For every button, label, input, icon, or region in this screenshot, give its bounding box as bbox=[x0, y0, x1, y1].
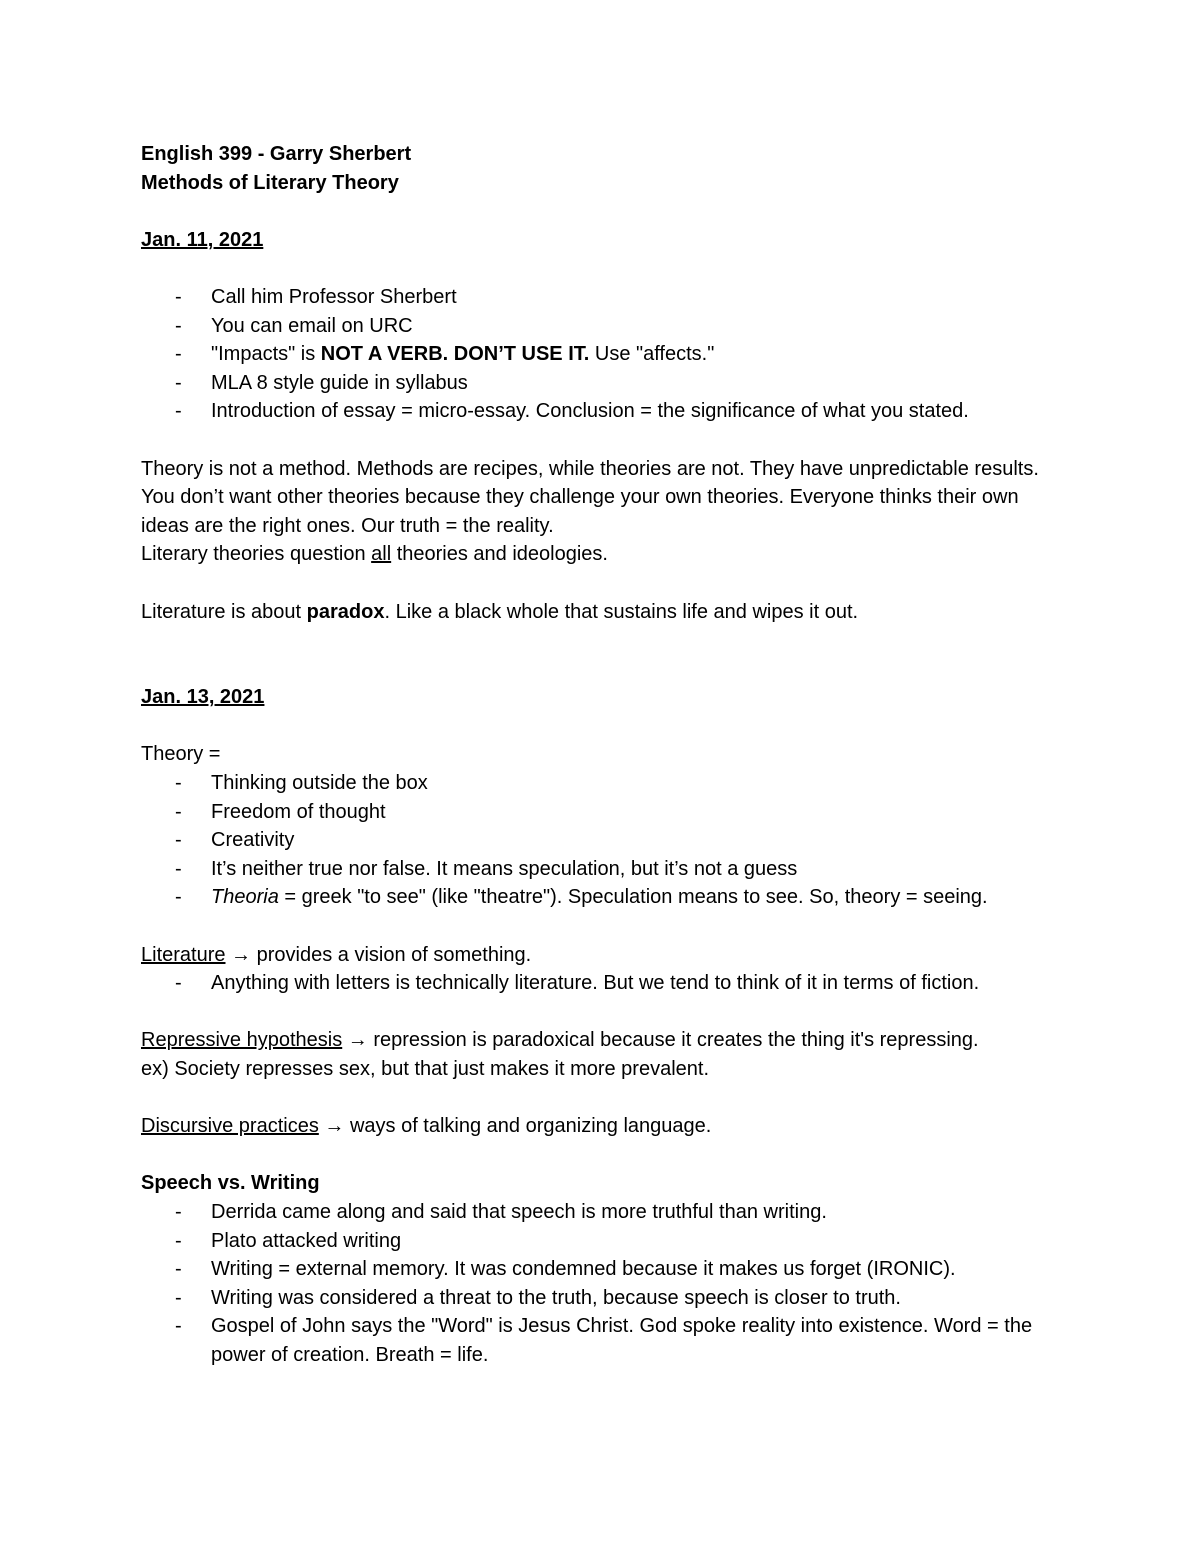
paragraph-theory-method: Theory is not a method. Methods are recipes, while theories are not. They have unpredictable results. bbox=[141, 457, 1039, 480]
spacer bbox=[141, 569, 1061, 598]
list-item: - MLA 8 style guide in syllabus bbox=[141, 369, 1061, 398]
list-item: - It’s neither true nor false. It means speculation, but it’s not a guess bbox=[141, 855, 1061, 884]
list-item bbox=[141, 883, 1061, 912]
spacer bbox=[141, 712, 1061, 741]
theoria-definition: = greek "to see" (like "theatre"). Speculation means to see. So, theory = seeing. bbox=[278, 886, 988, 909]
list-item: - Anything with letters is technically literature. But we tend to think of it in terms of fiction. bbox=[141, 969, 1061, 998]
term-discursive-practices: Discursive practices bbox=[141, 1115, 319, 1138]
paragraph-text: theories and ideologies. bbox=[391, 543, 608, 566]
spacer bbox=[141, 912, 1061, 941]
list-item: - Derrida came along and said that speech is more truthful than writing. bbox=[141, 1198, 1061, 1227]
term-repressive-hypothesis: Repressive hypothesis bbox=[141, 1029, 343, 1052]
emphasis-paradox: paradox bbox=[306, 600, 385, 623]
impacts-advice: Use "affects." bbox=[589, 343, 715, 366]
theory-intro: Theory = bbox=[141, 743, 221, 766]
definition-text: → provides a vision of something. bbox=[225, 943, 532, 966]
spacer bbox=[141, 426, 1061, 455]
literature-bullet-list bbox=[141, 969, 1061, 998]
spacer bbox=[141, 998, 1061, 1027]
paragraph-text: Literary theories question bbox=[141, 543, 372, 566]
list-item bbox=[141, 340, 1061, 369]
list-item: - Writing was considered a threat to the truth, because speech is closer to truth. bbox=[141, 1284, 1061, 1313]
theoria-term: Theoria bbox=[211, 886, 279, 909]
spacer bbox=[141, 1141, 1061, 1170]
repressive-hypothesis-definition bbox=[141, 1026, 1061, 1055]
paragraph-text: Literature is about bbox=[141, 600, 307, 623]
spacer bbox=[141, 197, 1061, 226]
emphasis-all: all bbox=[371, 543, 392, 566]
jan-11-bullet-list bbox=[141, 283, 1061, 426]
impacts-text: "Impacts" is bbox=[211, 343, 321, 366]
paragraph-paradox bbox=[141, 598, 1061, 627]
paragraph-literary-theories bbox=[141, 540, 1061, 569]
document-body bbox=[141, 140, 1061, 1370]
date-heading-jan-11: Jan. 11, 2021 bbox=[141, 228, 264, 251]
course-subtitle: Methods of Literary Theory bbox=[141, 171, 399, 194]
definition-text: → ways of talking and organizing language. bbox=[318, 1115, 712, 1138]
list-item: - Creativity bbox=[141, 826, 1061, 855]
paragraph-other-theories: You don’t want other theories because they challenge your own theories. Everyone thinks their own ideas are the right ones. Our truth = the reality. bbox=[141, 486, 1019, 537]
spacer bbox=[141, 626, 1061, 683]
impacts-warning: NOT A VERB. DON’T USE IT. bbox=[320, 343, 590, 366]
list-item: - Gospel of John says the "Word" is Jesus Christ. God spoke reality into existence. Word = the power of creation. Breath = life. bbox=[141, 1312, 1061, 1369]
spacer bbox=[141, 254, 1061, 283]
list-item: - You can email on URC bbox=[141, 312, 1061, 341]
speech-writing-bullet-list bbox=[141, 1198, 1061, 1370]
repressive-example: ex) Society represses sex, but that just makes it more prevalent. bbox=[141, 1058, 710, 1080]
definition-text: → repression is paradoxical because it creates the thing it's repressing. bbox=[342, 1029, 979, 1052]
list-item: - Call him Professor Sherbert bbox=[141, 283, 1061, 312]
term-literature: Literature bbox=[141, 943, 226, 966]
list-item: - Writing = external memory. It was condemned because it makes us forget (IRONIC). bbox=[141, 1255, 1061, 1284]
theory-bullet-list bbox=[141, 769, 1061, 912]
list-item: - Introduction of essay = micro-essay. Conclusion = the significance of what you stated. bbox=[141, 397, 1061, 426]
list-item: - Freedom of thought bbox=[141, 798, 1061, 827]
discursive-practices-definition bbox=[141, 1112, 1061, 1141]
course-title: English 399 - Garry Sherbert bbox=[141, 143, 412, 165]
list-item: - Plato attacked writing bbox=[141, 1227, 1061, 1256]
speech-vs-writing-heading: Speech vs. Writing bbox=[141, 1172, 320, 1195]
paragraph-text: . Like a black whole that sustains life and wipes it out. bbox=[384, 600, 859, 623]
list-item: - Thinking outside the box bbox=[141, 769, 1061, 798]
date-heading-jan-13: Jan. 13, 2021 bbox=[141, 686, 265, 709]
literature-definition bbox=[141, 941, 1061, 970]
spacer bbox=[141, 1084, 1061, 1113]
